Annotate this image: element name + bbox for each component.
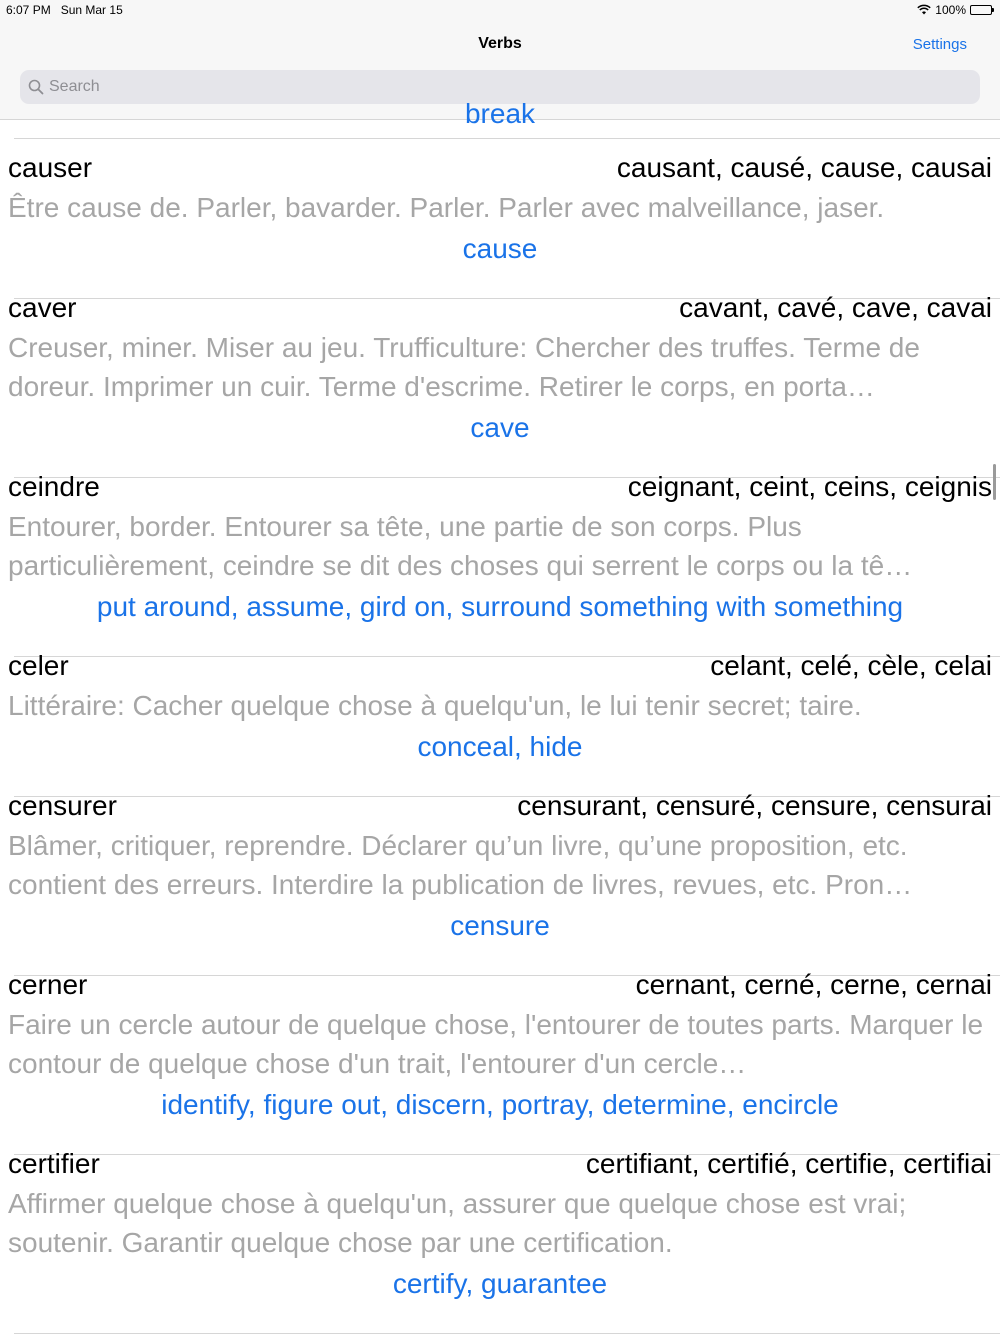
entry-forms: ceignant, ceint, ceins, ceignis <box>627 471 992 502</box>
search-icon <box>28 79 44 95</box>
list-item-partial[interactable] <box>0 98 1000 138</box>
list-item-censurer[interactable] <box>0 790 1000 976</box>
list-item-certifier[interactable] <box>0 1148 1000 1334</box>
row-divider <box>14 138 1000 139</box>
list-item-caver[interactable] <box>0 292 1000 478</box>
entry-translation: certify, guarantee <box>392 1268 608 1299</box>
entry-verb: ceindre <box>8 471 100 502</box>
status-bar <box>0 0 1000 22</box>
entry-translation: cause <box>462 233 538 264</box>
entry-verb: causer <box>8 152 93 183</box>
entry-verb: cerner <box>8 969 88 1000</box>
entry-definition: Littéraire: Cacher quelque chose à quelqu'un, le lui tenir secret; taire. <box>8 690 862 721</box>
entry-translation: put around, assume, gird on, surround something with something <box>96 591 904 622</box>
entry-forms: celant, celé, cèle, celai <box>710 650 992 681</box>
entry-translation: break <box>464 98 536 129</box>
entry-forms: certifiant, certifié, certifie, certifiai <box>585 1148 992 1179</box>
entry-verb: celer <box>8 650 69 681</box>
entry-verb: caver <box>8 292 77 323</box>
search-input[interactable] <box>49 78 949 96</box>
status-date: Sun Mar 15 <box>60 3 123 17</box>
entry-forms: cernant, cerné, cerne, cernai <box>635 969 992 1000</box>
entry-definition: Affirmer quelque chose à quelqu'un, assurer que quelque chose est vrai; soutenir. Garantir quelque chose par une certification. <box>8 1188 907 1258</box>
entry-forms: cavant, cavé, cave, cavai <box>679 292 992 323</box>
entry-forms: censurant, censuré, censure, censurai <box>517 790 992 821</box>
entry-forms: causant, causé, cause, causai <box>616 152 992 183</box>
scroll-indicator[interactable] <box>993 464 996 500</box>
entry-translation: identify, figure out, discern, portray, determine, encircle <box>161 1089 839 1120</box>
entry-definition: Blâmer, critiquer, reprendre. Déclarer qu’un livre, qu’une proposition, etc. contient des erreurs. Interdire la publication de livres, revues, etc. Pron… <box>8 830 913 900</box>
list-item-ceindre[interactable] <box>0 471 1000 657</box>
battery-icon <box>970 5 992 15</box>
wifi-icon <box>917 5 931 15</box>
list-item-cerner[interactable] <box>0 969 1000 1155</box>
status-time: 6:07 PM <box>6 3 51 17</box>
entry-definition: Être cause de. Parler, bavarder. Parler. Parler avec malveillance, jaser. <box>8 192 885 223</box>
entry-verb: certifier <box>8 1148 100 1179</box>
page-title: Verbs <box>478 35 522 52</box>
list-item-celer[interactable] <box>0 650 1000 797</box>
verb-list[interactable] <box>0 98 1000 1334</box>
battery-percent: 100% <box>935 3 966 17</box>
entry-translation: censure <box>450 910 550 941</box>
entry-definition: Faire un cercle autour de quelque chose, l'entourer de toutes parts. Marquer le contour de quelque chose d'un trait, l'entourer d'un cercle… <box>8 1009 984 1079</box>
settings-button[interactable]: Settings <box>912 36 967 53</box>
entry-definition: Creuser, miner. Miser au jeu. Trufficulture: Chercher des truffes. Terme de doreur. Imprimer un cuir. Terme d'escrime. Retirer le corps, en porta… <box>8 332 920 402</box>
entry-translation: cave <box>470 412 530 443</box>
entry-verb: censurer <box>8 790 117 821</box>
entry-translation: conceal, hide <box>417 731 583 762</box>
list-item-causer[interactable] <box>0 152 1000 299</box>
entry-definition: Entourer, border. Entourer sa tête, une partie de son corps. Plus particulièrement, ceindre se dit des choses qui serrent le corps ou la tê… <box>8 511 913 581</box>
